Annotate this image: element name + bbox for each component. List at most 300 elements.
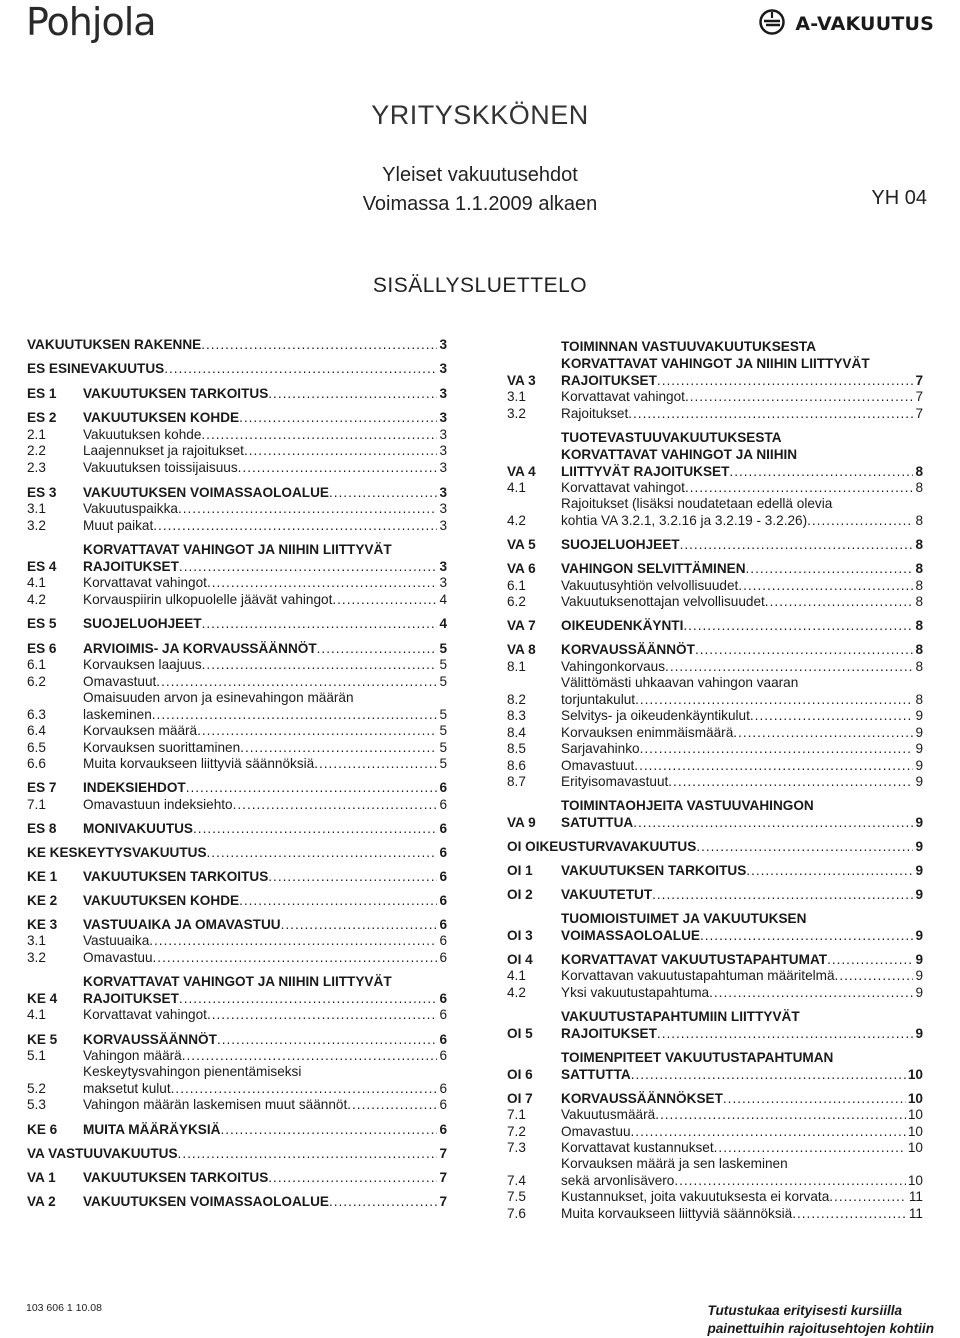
toc-entry-label: Kustannukset, joita vakuutuksesta ei korvata (561, 1189, 830, 1204)
toc-entry-label: Vahingonkorvaus (561, 659, 666, 674)
toc-entry[interactable] (507, 967, 923, 984)
toc-entry[interactable] (27, 409, 447, 426)
toc-entry[interactable] (27, 640, 447, 657)
toc-entry-label: Muita korvaukseen liittyviä säännöksiä (83, 756, 315, 771)
toc-leader-dots (178, 1145, 438, 1162)
toc-entry-number: 6.6 (27, 756, 46, 771)
toc-entry[interactable] (27, 673, 447, 690)
toc-entry-page: 3 (439, 559, 447, 574)
toc-entry-number: VA 1 (27, 1170, 56, 1185)
toc-leader-dots (329, 484, 437, 501)
toc-entry-page: 8 (915, 618, 923, 633)
toc-entry-heading-line: VAKUUTUSTAPAHTUMIIN LIITTYVÄT (561, 1009, 800, 1024)
toc-leader-dots (634, 757, 913, 774)
toc-entry-label: INDEKSIEHDOT (83, 780, 186, 795)
toc-leader-dots (714, 1139, 906, 1156)
toc-entry[interactable] (27, 779, 447, 796)
toc-entry[interactable] (27, 1047, 447, 1064)
toc-entry[interactable] (507, 838, 923, 855)
toc-entry[interactable] (27, 932, 447, 949)
toc-leader-dots (655, 1106, 906, 1123)
toc-entry[interactable] (27, 656, 447, 673)
toc-entry-label: torjuntakulut (561, 692, 636, 707)
toc-leader-dots (153, 517, 437, 534)
toc-entry-page: 6 (439, 1007, 447, 1022)
toc-entry-label: VA VASTUUVAKUUTUS (27, 1146, 178, 1161)
toc-entry-number: VA 8 (507, 642, 536, 657)
toc-entry[interactable] (27, 615, 447, 632)
toc-entry[interactable] (507, 536, 923, 553)
brand-pohjola: Pohjola (26, 0, 156, 44)
toc-entry-label: Omavastuut (83, 674, 157, 689)
toc-entry-label: VAKUUTUKSEN TARKOITUS (83, 386, 269, 401)
toc-entry-number: 8.1 (507, 659, 526, 674)
toc-entry-label: Selvitys- ja oikeudenkäyntikulut (561, 708, 750, 723)
toc-leader-dots (207, 1006, 438, 1023)
toc-entry-number: 3.1 (27, 933, 46, 948)
toc-entry[interactable] (27, 517, 447, 534)
toc-entry[interactable] (507, 1172, 923, 1189)
toc-entry[interactable] (507, 1025, 923, 1042)
toc-entry-label: VAKUUTUKSEN TARKOITUS (83, 869, 269, 884)
toc-entry-label: Muita korvaukseen liittyviä säännöksiä (561, 1206, 793, 1221)
toc-entry[interactable] (27, 360, 447, 377)
toc-entry-page: 4 (439, 592, 447, 607)
toc-leader-dots (193, 820, 437, 837)
toc-entry-page: 6 (439, 917, 447, 932)
toc-entry[interactable] (507, 724, 923, 741)
toc-entry-heading-line: KORVATTAVAT VAHINGOT JA NIIHIN LIITTYVÄT (83, 974, 392, 989)
toc-entry-label: Korvauksen enimmäismäärä (561, 725, 734, 740)
toc-entry-number: 8.3 (507, 708, 526, 723)
toc-leader-dots (729, 463, 913, 480)
toc-entry-number: 4.2 (27, 592, 46, 607)
toc-leader-dots (281, 916, 438, 933)
toc-entry[interactable] (27, 722, 447, 739)
toc-leader-dots (738, 577, 913, 594)
toc-entry-heading-line: TOIMINTAOHJEITA VASTUUVAHINGON (561, 798, 814, 813)
toc-leader-dots (207, 574, 438, 591)
toc-entry-label: Korvattavan vakuutustapahtuman määritelmä (561, 968, 835, 983)
toc-entry-number: 5.2 (27, 1081, 46, 1096)
toc-entry-label: MONIVAKUUTUS (83, 821, 194, 836)
toc-entry[interactable] (507, 593, 923, 610)
toc-entry-page: 6 (439, 933, 447, 948)
toc-entry-label: VAKUUTUKSEN KOHDE (83, 410, 240, 425)
toc-entry-label: VAKUUTUKSEN VOIMASSAOLOALUE (83, 485, 329, 500)
toc-entry[interactable] (27, 820, 447, 837)
toc-entry-number: 3.1 (27, 501, 46, 516)
toc-leader-dots (829, 1188, 907, 1205)
toc-leader-dots (709, 984, 913, 1001)
toc-entry-label: Muut paikat (83, 518, 154, 533)
toc-entry-number: 3.2 (27, 518, 46, 533)
toc-entry-label: RAJOITUKSET (83, 559, 179, 574)
toc-entry-number: ES 5 (27, 616, 57, 631)
toc-entry-number: 4.1 (507, 968, 526, 983)
toc-entry[interactable] (27, 1080, 447, 1097)
toc-entry-page: 6 (439, 780, 447, 795)
toc-entry-heading-line: Keskeytysvahingon pienentämiseksi (83, 1064, 302, 1079)
toc-entry-number: 7.1 (507, 1107, 526, 1122)
toc-entry-label: Vakuutuksen toissijaisuus (83, 460, 238, 475)
toc-leader-dots (723, 1090, 906, 1107)
toc-entry[interactable] (27, 706, 447, 723)
toc-leader-dots (239, 409, 437, 426)
a-vakuutus-wordmark: A-VAKUUTUS (795, 13, 934, 35)
toc-entry-label: Omavastuu (83, 950, 153, 965)
toc-entry[interactable] (27, 1145, 447, 1162)
toc-entry-number: OI 5 (507, 1026, 533, 1041)
toc-leader-dots (657, 1025, 914, 1042)
toc-entry-page: 6 (439, 1032, 447, 1047)
toc-entry-number: 8.7 (507, 774, 526, 789)
toc-entry-number: 7.6 (507, 1206, 526, 1221)
toc-entry-page: 3 (439, 501, 447, 516)
toc-entry-heading-line: TOIMINNAN VASTUUVAKUUTUKSESTA (561, 339, 817, 354)
toc-entry[interactable] (507, 658, 923, 675)
toc-leader-dots (665, 658, 913, 675)
toc-entry-number: 6.5 (27, 740, 46, 755)
toc-entry-number: OI 2 (507, 887, 533, 902)
toc-entry-heading-line: KORVATTAVAT VAHINGOT JA NIIHIN LIITTYVÄT (561, 356, 870, 371)
toc-leader-dots (217, 1031, 438, 1048)
toc-leader-dots (202, 615, 438, 632)
toc-entry[interactable] (507, 1090, 923, 1107)
toc-entry-page: 5 (439, 707, 447, 722)
footer-note-line-1: Tutustukaa erityisesti kursiilla (707, 1303, 903, 1318)
toc-leader-dots (240, 739, 437, 756)
toc-entry-number: VA 5 (507, 537, 536, 552)
toc-entry-number: ES 6 (27, 641, 57, 656)
toc-entry-page: 6 (439, 1048, 447, 1063)
toc-entry[interactable] (507, 773, 923, 790)
toc-entry[interactable] (27, 500, 447, 517)
toc-entry-page: 5 (439, 641, 447, 656)
toc-entry-number: OI 1 (507, 863, 533, 878)
toc-entry[interactable] (27, 591, 447, 608)
toc-entry-label: laskeminen (83, 707, 152, 722)
toc-entry-number: 7.3 (507, 1140, 526, 1155)
toc-entry-number: 7.1 (27, 797, 46, 812)
toc-entry-number: 4.2 (507, 513, 526, 528)
toc-leader-dots (827, 951, 913, 968)
toc-entry[interactable] (507, 1188, 923, 1205)
toc-entry-page: 8 (915, 513, 923, 528)
toc-entry[interactable] (27, 1121, 447, 1138)
toc-leader-dots (628, 405, 913, 422)
toc-entry[interactable] (27, 739, 447, 756)
toc-leader-dots (680, 536, 914, 553)
toc-leader-dots (186, 779, 438, 796)
toc-entry-page: 8 (915, 578, 923, 593)
toc-entry-label: Korvattavat vahingot (561, 480, 685, 495)
toc-leader-dots (746, 560, 914, 577)
toc-entry-number: KE 2 (27, 893, 58, 908)
toc-entry-page: 9 (915, 985, 923, 1000)
toc-leader-dots (182, 1047, 438, 1064)
toc-entry-number: 6.2 (27, 674, 46, 689)
toc-entry-page: 5 (439, 756, 447, 771)
toc-entry-label: Rajoitukset (561, 406, 629, 421)
toc-entry-label: VAKUUTUKSEN TARKOITUS (83, 1170, 269, 1185)
toc-entry[interactable] (27, 755, 447, 772)
toc-entry-heading-line: Rajoitukset (lisäksi noudatetaan edellä olevia (561, 496, 833, 511)
toc-entry-page: 9 (915, 863, 923, 878)
toc-leader-dots (631, 1123, 906, 1140)
toc-entry-label: Vastuuaika (83, 933, 150, 948)
toc-entry[interactable] (27, 844, 447, 861)
toc-entry[interactable] (507, 862, 923, 879)
toc-entry-page: 3 (439, 337, 447, 352)
toc-entry-heading-line: TUOTEVASTUUVAKUUTUKSESTA (561, 430, 782, 445)
toc-entry-number: VA 7 (507, 618, 536, 633)
toc-entry-label: Korvauksen määrä (83, 723, 198, 738)
toc-entry-number: OI 3 (507, 928, 533, 943)
toc-leader-dots (207, 844, 438, 861)
toc-entry-number: ES 8 (27, 821, 57, 836)
toc-entry[interactable] (507, 617, 923, 634)
toc-entry-page: 8 (915, 561, 923, 576)
toc-entry-page: 10 (907, 1067, 923, 1082)
toc-entry-number: 8.5 (507, 741, 526, 756)
toc-entry-page: 6 (439, 1081, 447, 1096)
toc-entry-number: OI 4 (507, 952, 533, 967)
toc-entry-number: 4.1 (507, 480, 526, 495)
toc-entry[interactable] (27, 1193, 447, 1210)
toc-entry-label: Vahingon määrä (83, 1048, 182, 1063)
toc-entry-page: 8 (915, 480, 923, 495)
toc-entry-number: OI 7 (507, 1091, 533, 1106)
toc-leader-dots (685, 479, 914, 496)
toc-leader-dots (696, 838, 913, 855)
toc-entry-page: 6 (439, 845, 447, 860)
toc-entry[interactable] (27, 868, 447, 885)
toc-entry[interactable] (27, 990, 447, 1007)
toc-entry-label: Vakuutuspaikka (83, 501, 178, 516)
toc-entry-number: ES 2 (27, 410, 57, 425)
toc-entry-label: KORVAUSSÄÄNNÖKSET (561, 1091, 723, 1106)
toc-entry-number: 3.2 (27, 950, 46, 965)
toc-entry-number: 4.2 (507, 985, 526, 1000)
toc-entry[interactable] (27, 949, 447, 966)
toc-entry-number: 7.4 (507, 1173, 526, 1188)
toc-leader-dots (314, 755, 437, 772)
toc-leader-dots (317, 640, 438, 657)
toc-entry-page: 9 (915, 952, 923, 967)
toc-entry-page: 9 (915, 741, 923, 756)
toc-entry-number: 7.5 (507, 1189, 526, 1204)
toc-entry-label: Vakuutusmäärä (561, 1107, 656, 1122)
toc-entry[interactable] (507, 463, 923, 480)
toc-entry-number: VA 9 (507, 815, 536, 830)
toc-leader-dots (835, 967, 914, 984)
toc-entry[interactable] (507, 707, 923, 724)
toc-entry[interactable] (507, 577, 923, 594)
toc-entry[interactable] (27, 796, 447, 813)
toc-entry-page: 3 (439, 361, 447, 376)
toc-entry-page: 6 (439, 893, 447, 908)
toc-entry[interactable] (27, 1169, 447, 1186)
toc-entry-label: SUOJELUOHJEET (83, 616, 202, 631)
toc-entry-heading-line: KORVATTAVAT VAHINGOT JA NIIHIN LIITTYVÄT (83, 542, 392, 557)
toc-entry-number: 6.2 (507, 594, 526, 609)
toc-entry-label: SATUTTUA (561, 815, 634, 830)
toc-entry-page: 9 (915, 968, 923, 983)
toc-leader-dots (683, 617, 913, 634)
toc-entry-page: 5 (439, 657, 447, 672)
toc-entry[interactable] (507, 560, 923, 577)
toc-entry-number: 5.1 (27, 1048, 46, 1063)
toc-entry[interactable] (27, 916, 447, 933)
toc-leader-dots (347, 1096, 437, 1113)
toc-entry[interactable] (507, 1205, 923, 1222)
toc-entry-page: 10 (907, 1091, 923, 1106)
toc-entry[interactable] (27, 1006, 447, 1023)
toc-entry-label: Korvattavat vahingot (561, 389, 685, 404)
toc-entry-label: RAJOITUKSET (83, 991, 179, 1006)
toc-entry-page: 7 (915, 373, 923, 388)
toc-entry[interactable] (507, 886, 923, 903)
toc-entry-number: ES 3 (27, 485, 57, 500)
toc-entry-number: ES 4 (27, 559, 57, 574)
toc-entry[interactable] (27, 426, 447, 443)
toc-entry-label: OI OIKEUSTURVAVAKUUTUS (507, 839, 697, 854)
toc-entry[interactable] (507, 927, 923, 944)
toc-entry[interactable] (27, 574, 447, 591)
toc-entry-page: 8 (915, 594, 923, 609)
toc-entry[interactable] (507, 757, 923, 774)
toc-entry-page: 4 (439, 616, 447, 631)
footer-print-code: 103 606 1 10.08 (26, 1302, 102, 1314)
toc-entry[interactable] (507, 512, 923, 529)
toc-entry[interactable] (507, 405, 923, 422)
toc-leader-dots (807, 512, 913, 529)
toc-entry-heading-line: Korvauksen määrä ja sen laskeminen (561, 1156, 788, 1171)
toc-entry[interactable] (507, 372, 923, 389)
toc-entry-number: KE 1 (27, 869, 58, 884)
toc-entry[interactable] (507, 1123, 923, 1140)
toc-entry[interactable] (507, 479, 923, 496)
toc-entry-number: 6.1 (507, 578, 526, 593)
toc-entry-page: 3 (439, 575, 447, 590)
toc-entry-page: 6 (439, 991, 447, 1006)
toc-entry-heading-line: KORVATTAVAT VAHINGOT JA NIIHIN (561, 447, 798, 462)
toc-entry-label: Vakuutusyhtiön velvollisuudet (561, 578, 739, 593)
toc-entry[interactable] (27, 484, 447, 501)
toc-entry-label: sekä arvonlisävero (561, 1173, 675, 1188)
toc-entry-label: Omavastuu (561, 1124, 631, 1139)
toc-entry-page: 10 (907, 1124, 923, 1139)
toc-entry-number: 7.2 (507, 1124, 526, 1139)
toc-leader-dots (179, 990, 438, 1007)
toc-entry[interactable] (507, 740, 923, 757)
toc-entry-label: Korvattavat vahingot (83, 575, 207, 590)
toc-entry[interactable] (507, 1066, 923, 1083)
toc-entry[interactable] (507, 1139, 923, 1156)
toc-entry-label: RAJOITUKSET (561, 373, 657, 388)
toc-entry-page: 6 (439, 1122, 447, 1137)
toc-entry[interactable] (27, 385, 447, 402)
toc-leader-dots (201, 426, 437, 443)
toc-entry-page: 6 (439, 950, 447, 965)
toc-entry[interactable] (507, 951, 923, 968)
toc-leader-dots (695, 641, 914, 658)
toc-entry-page: 5 (439, 674, 447, 689)
toc-leader-dots (746, 862, 913, 879)
toc-entry[interactable] (27, 892, 447, 909)
toc-entry-page: 6 (439, 1097, 447, 1112)
toc-entry-heading-line: Välittömästi uhkaavan vahingon vaaran (561, 675, 799, 690)
toc-leader-dots (171, 1080, 438, 1097)
toc-entry-page: 8 (915, 537, 923, 552)
subtitle-terms: Yleiset vakuutusehdot (382, 164, 578, 186)
toc-entry-page: 9 (915, 887, 923, 902)
toc-entry[interactable] (507, 1106, 923, 1123)
toc-entry[interactable] (27, 1031, 447, 1048)
toc-entry-heading-line: Omaisuuden arvon ja esinevahingon määrän (83, 690, 354, 705)
toc-entry-number: VA 4 (507, 464, 536, 479)
toc-entry-page: 3 (439, 460, 447, 475)
toc-leader-dots (164, 360, 437, 377)
toc-entry-page: 5 (439, 740, 447, 755)
toc-entry[interactable] (27, 336, 447, 353)
toc-entry-page: 7 (915, 389, 923, 404)
toc-entry[interactable] (507, 691, 923, 708)
toc-entry[interactable] (507, 814, 923, 831)
toc-entry[interactable] (507, 388, 923, 405)
toc-leader-dots (633, 814, 913, 831)
toc-entry-number: 3.1 (507, 389, 526, 404)
toc-entry[interactable] (507, 984, 923, 1001)
toc-entry-number: ES 1 (27, 386, 57, 401)
toc-entry-page: 5 (439, 723, 447, 738)
toc-entry-label: kohtia VA 3.2.1, 3.2.16 ja 3.2.19 - 3.2.26) (561, 513, 808, 528)
toc-entry-label: Yksi vakuutustapahtuma (561, 985, 710, 1000)
toc-entry-page: 10 (907, 1140, 923, 1155)
toc-entry-page: 3 (439, 443, 447, 458)
toc-entry-number: KE 5 (27, 1032, 58, 1047)
toc-entry-page: 9 (915, 725, 923, 740)
toc-leader-dots (674, 1172, 906, 1189)
toc-entry-label: Korvauspiirin ulkopuolelle jäävät vahingot (83, 592, 333, 607)
toc-entry[interactable] (507, 641, 923, 658)
toc-entry[interactable] (27, 1096, 447, 1113)
toc-leader-dots (668, 773, 913, 790)
toc-entry[interactable] (27, 558, 447, 575)
toc-entry-page: 9 (915, 774, 923, 789)
toc-entry-page: 9 (915, 758, 923, 773)
toc-entry[interactable] (27, 442, 447, 459)
toc-entry-number: OI 6 (507, 1067, 533, 1082)
toc-entry-label: Omavastuut (561, 758, 635, 773)
toc-entry-page: 3 (439, 410, 447, 425)
toc-entry-label: LIITTYVÄT RAJOITUKSET (561, 464, 730, 479)
toc-entry-number: 8.4 (507, 725, 526, 740)
document-title: YRITYSKKÖNEN (371, 100, 589, 130)
toc-entry-number: 4.1 (27, 575, 46, 590)
toc-entry[interactable] (27, 459, 447, 476)
toc-entry-number: 6.3 (27, 707, 46, 722)
subtitle-valid-from: Voimassa 1.1.2009 alkaen (362, 193, 598, 215)
toc-entry-label: Vakuutuksen kohde (83, 427, 202, 442)
toc-leader-dots (329, 1193, 437, 1210)
toc-entry-label: VAKUUTUKSEN RAKENNE (27, 337, 202, 352)
toc-entry-label: Korvattavat vahingot (83, 1007, 207, 1022)
toc-entry-label: Laajennukset ja rajoitukset (83, 443, 244, 458)
toc-entry-label: RAJOITUKSET (561, 1026, 657, 1041)
toc-entry-label: OIKEUDENKÄYNTI (561, 618, 684, 633)
